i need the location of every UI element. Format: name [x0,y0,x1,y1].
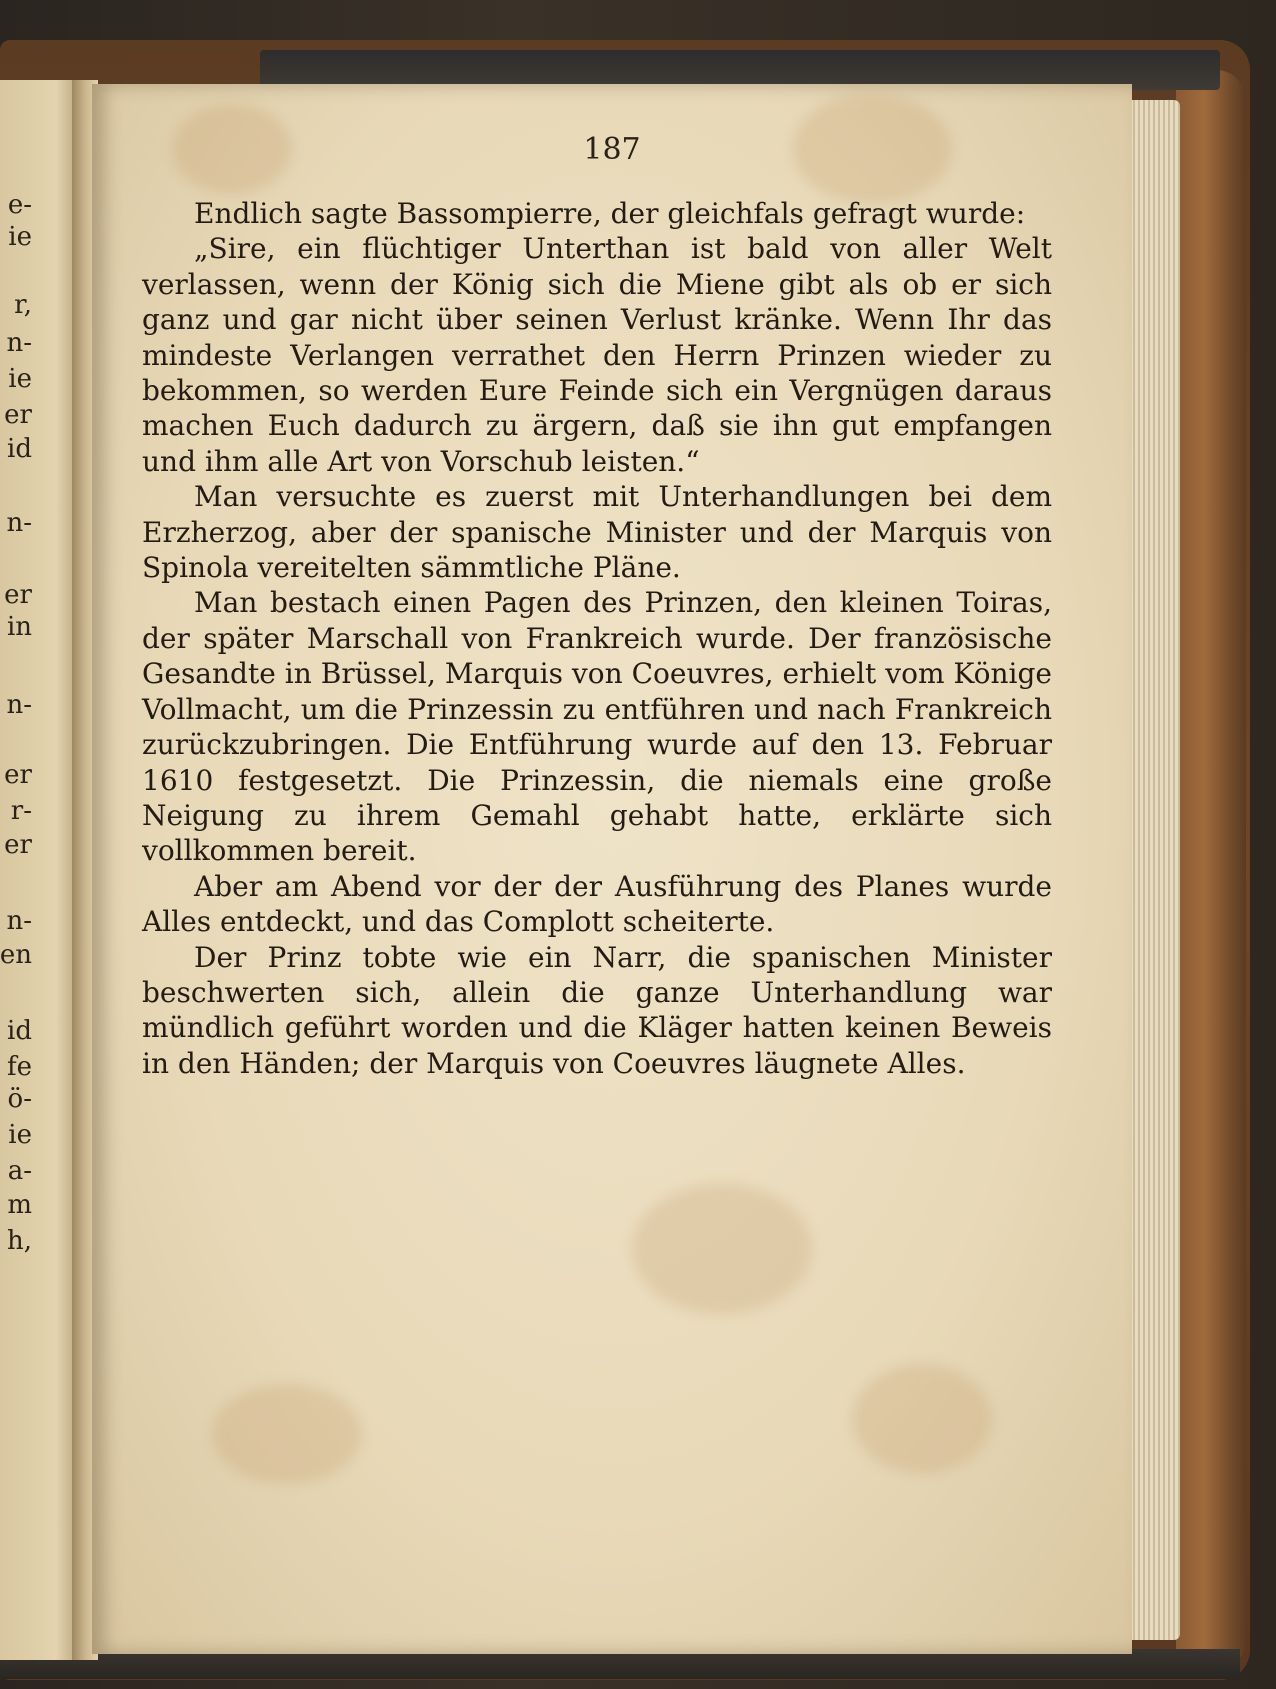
right-page [92,84,1132,1654]
left-fragment: n- [6,690,32,720]
page-number: 187 [583,132,641,167]
left-fragment: m [7,1190,32,1220]
age-stain [212,1384,362,1484]
paragraph: „Sire, ein flüchtiger Unterthan ist bald von aller Welt verlassen, wenn der König sich die Miene gibt als ob er sich ganz und gar nicht über seinen Verlust kränke. Wenn Ihr das mindeste Verlangen verrathet den Herrn Prinzen wieder zu bekommen, so werden Eure Feinde sich ein Vergnügen daraus machen Euch dadurch zu ärgern, daß sie ihn gut empfangen und ihm alle Art von Vorschub leisten.“ [142,232,1052,478]
left-fragment: n- [6,328,32,358]
left-fragment: ie [8,1120,32,1150]
left-fragment: n- [6,508,32,538]
paragraph: Der Prinz tobte wie ein Narr, die spanischen Minister beschwerten sich, allein die ganze Unterhandlung war mündlich geführt worden und die Kläger hatten keinen Beweis in den Händen; der Marquis von Coeuvres läugnete Alles. [142,940,1052,1080]
paragraph: Endlich sagte Bassompierre, der gleichfals gefragt wurde: [194,197,1026,230]
left-fragment: ie [8,222,32,252]
left-fragment: n- [6,906,32,936]
age-stain [852,1364,992,1474]
left-fragment: id [7,434,32,464]
left-fragment: r, [14,290,32,320]
left-fragment: ie [8,364,32,394]
body-text [142,196,1052,1081]
paragraph: Man versuchte es zuerst mit Unterhandlungen bei dem Erzherzog, aber der spanische Minister und der Marquis von Spinola vereitelten sämmtliche Pläne. [142,480,1052,585]
left-fragment: er [4,400,32,430]
paragraph: Man bestach einen Pagen des Prinzen, den kleinen Toiras, der später Marschall von Frankreich wurde. Der französische Gesandte in Brüssel, Marquis von Coeuvres, erhielt vom Könige Vollmacht, um die Prinzessin zu entführen und nach Frankreich zurückzubringen. Die Entführung wurde auf den 13. Februar 1610 festgesetzt. Die Prinzessin, die niemals eine große Neigung zu ihrem Gemahl gehabt hatte, erklärte sich vollkommen bereit. [142,586,1052,868]
left-fragment: in [6,612,32,642]
left-fragment: ö- [7,1084,32,1114]
cover-edge [1176,70,1246,1670]
left-fragment: r- [10,796,32,826]
left-fragment: e- [7,190,32,220]
left-fragment: er [4,830,32,860]
left-fragment: en [0,940,32,970]
left-fragment: fe [6,1052,32,1082]
left-fragment: er [4,760,32,790]
age-stain [632,1184,812,1314]
left-fragment: a- [7,1156,32,1186]
paragraph: Aber am Abend vor der der Ausführung des Planes wurde Alles entdeckt, und das Complott scheiterte. [142,869,1052,939]
left-facing-page [0,80,80,1660]
left-fragment: id [7,1016,32,1046]
left-fragment: h, [6,1226,32,1256]
left-fragment: er [4,580,32,610]
